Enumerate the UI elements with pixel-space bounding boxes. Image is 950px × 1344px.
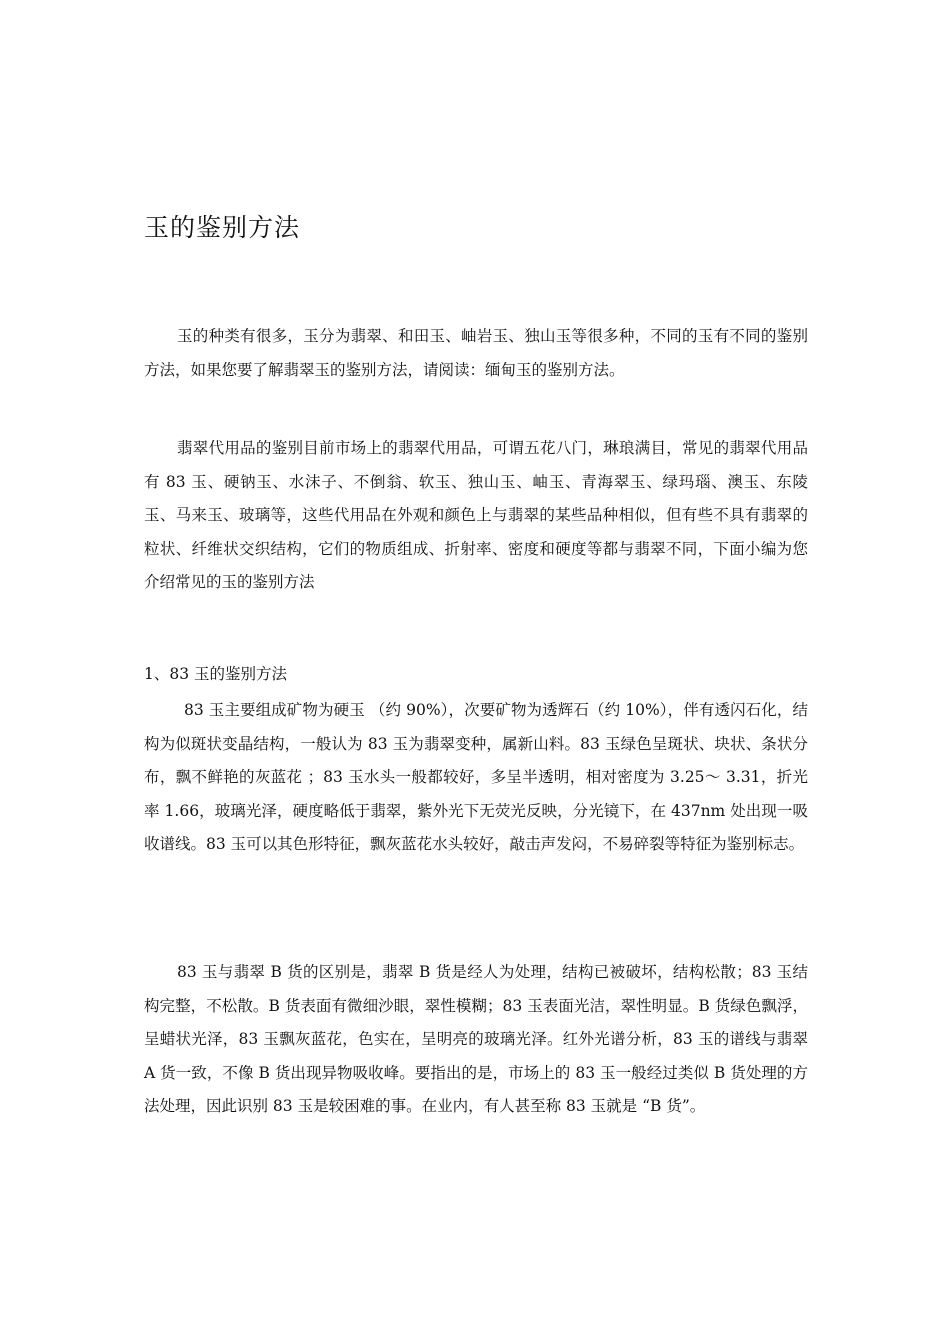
section-heading: 1、83 玉的鉴别方法 xyxy=(144,665,288,683)
substitutes-paragraph: 翡翠代用品的鉴别目前市场上的翡翠代用品，可谓五花八门，琳琅满目，常见的翡翠代用品有 83 玉、硬钠玉、水沫子、不倒翁、软玉、独山玉、岫玉、青海翠玉、绿玛瑙、澳玉、东陵玉、马来玉、玻璃等，这些代用品在外观和颜色上与翡翠的某些品种相似，但有些不具有翡翠的粒状、纤维状交织结构，它们的物质组成、折射率、密度和硬度等都与翡翠不同，下面小编为您介绍常见的玉的鉴别方法 xyxy=(144,439,808,591)
document-title: 玉的鉴别方法 xyxy=(144,213,301,242)
section-paragraph-83-jade: 83 玉主要组成矿物为硬玉 （约 90%），次要矿物为透辉石（约 10%），伴有透闪石化，结构为似斑状变晶结构，一般认为 83 玉为翡翠变种，属新山料。83 玉绿色呈斑状、块状、条状分布，飘不鲜艳的灰蓝花 ；83 玉水头一般都较好，多呈半透明，相对密度为 3.25～ 3.31，折光率 1.66，玻璃光泽，硬度略低于翡翠，紫外光下无荧光反映，分光镜下，在 437nm 处出现一吸收谱线。83 玉可以其色形特征，飘灰蓝花水头较好，敲击声发闷，不易碎裂等特征为鉴别标志。 xyxy=(144,701,808,853)
section-paragraph-b-grade: 83 玉与翡翠 B 货的区别是，翡翠 B 货是经人为处理，结构已被破坏，结构松散；83 玉结构完整，不松散。B 货表面有微细沙眼，翠性模糊；83 玉表面光洁，翠性明显。B 货绿色飘浮，呈蜡状光泽，83 玉飘灰蓝花，色实在，呈明亮的玻璃光泽。红外光谱分析，83 玉的谱线与翡翠 A 货一致，不像 B 货出现异物吸收峰。要指出的是，市场上的 83 玉一般经过类似 B 货处理的方法处理，因此识别 83 玉是较困难的事。在业内，有人甚至称 83 玉就是 “B 货”。 xyxy=(144,963,808,1115)
intro-paragraph: 玉的种类有很多，玉分为翡翠、和田玉、岫岩玉、独山玉等很多种，不同的玉有不同的鉴别方法，如果您要了解翡翠玉的鉴别方法，请阅读：缅甸玉的鉴别方法。 xyxy=(144,327,808,379)
